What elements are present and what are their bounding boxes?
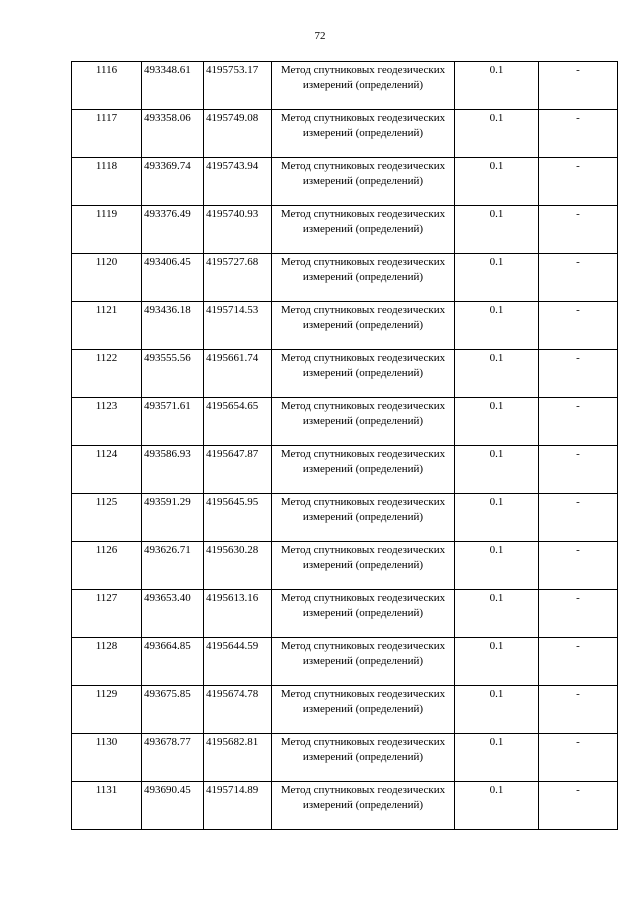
x-coordinate-cell: 493571.61	[142, 398, 204, 446]
method-cell: Метод спутниковых геодезических измерений (определений)	[272, 350, 455, 398]
point-number-cell: 1117	[72, 110, 142, 158]
point-number-cell: 1131	[72, 782, 142, 830]
point-number-cell: 1119	[72, 206, 142, 254]
y-coordinate-cell: 4195613.16	[204, 590, 272, 638]
y-coordinate-cell: 4195714.89	[204, 782, 272, 830]
accuracy-cell: 0.1	[455, 638, 539, 686]
method-cell: Метод спутниковых геодезических измерений (определений)	[272, 158, 455, 206]
accuracy-cell: 0.1	[455, 590, 539, 638]
y-coordinate-cell: 4195661.74	[204, 350, 272, 398]
accuracy-cell: 0.1	[455, 398, 539, 446]
x-coordinate-cell: 493690.45	[142, 782, 204, 830]
x-coordinate-cell: 493348.61	[142, 62, 204, 110]
accuracy-cell: 0.1	[455, 158, 539, 206]
note-cell: -	[539, 782, 618, 830]
note-cell: -	[539, 62, 618, 110]
y-coordinate-cell: 4195654.65	[204, 398, 272, 446]
table-body	[72, 62, 618, 830]
method-cell: Метод спутниковых геодезических измерений (определений)	[272, 734, 455, 782]
accuracy-cell: 0.1	[455, 494, 539, 542]
table-row	[72, 158, 618, 206]
table-row	[72, 686, 618, 734]
point-number-cell: 1116	[72, 62, 142, 110]
accuracy-cell: 0.1	[455, 350, 539, 398]
table-row	[72, 542, 618, 590]
x-coordinate-cell: 493369.74	[142, 158, 204, 206]
accuracy-cell: 0.1	[455, 254, 539, 302]
note-cell: -	[539, 158, 618, 206]
method-cell: Метод спутниковых геодезических измерений (определений)	[272, 638, 455, 686]
table-row	[72, 302, 618, 350]
note-cell: -	[539, 254, 618, 302]
y-coordinate-cell: 4195682.81	[204, 734, 272, 782]
page-number: 72	[314, 30, 326, 42]
y-coordinate-cell: 4195740.93	[204, 206, 272, 254]
accuracy-cell: 0.1	[455, 110, 539, 158]
note-cell: -	[539, 350, 618, 398]
table-row	[72, 350, 618, 398]
method-cell: Метод спутниковых геодезических измерений (определений)	[272, 110, 455, 158]
table-row	[72, 494, 618, 542]
method-cell: Метод спутниковых геодезических измерений (определений)	[272, 782, 455, 830]
point-number-cell: 1123	[72, 398, 142, 446]
y-coordinate-cell: 4195644.59	[204, 638, 272, 686]
x-coordinate-cell: 493626.71	[142, 542, 204, 590]
method-cell: Метод спутниковых геодезических измерений (определений)	[272, 206, 455, 254]
method-cell: Метод спутниковых геодезических измерений (определений)	[272, 590, 455, 638]
method-cell: Метод спутниковых геодезических измерений (определений)	[272, 542, 455, 590]
method-cell: Метод спутниковых геодезических измерений (определений)	[272, 62, 455, 110]
point-number-cell: 1118	[72, 158, 142, 206]
y-coordinate-cell: 4195714.53	[204, 302, 272, 350]
table-row	[72, 590, 618, 638]
table-row	[72, 110, 618, 158]
x-coordinate-cell: 493664.85	[142, 638, 204, 686]
note-cell: -	[539, 446, 618, 494]
accuracy-cell: 0.1	[455, 686, 539, 734]
accuracy-cell: 0.1	[455, 302, 539, 350]
table-row	[72, 734, 618, 782]
accuracy-cell: 0.1	[455, 542, 539, 590]
accuracy-cell: 0.1	[455, 782, 539, 830]
table-row	[72, 638, 618, 686]
note-cell: -	[539, 206, 618, 254]
point-number-cell: 1124	[72, 446, 142, 494]
method-cell: Метод спутниковых геодезических измерений (определений)	[272, 686, 455, 734]
point-number-cell: 1121	[72, 302, 142, 350]
accuracy-cell: 0.1	[455, 446, 539, 494]
point-number-cell: 1128	[72, 638, 142, 686]
y-coordinate-cell: 4195743.94	[204, 158, 272, 206]
coordinates-table	[71, 61, 618, 830]
y-coordinate-cell: 4195753.17	[204, 62, 272, 110]
point-number-cell: 1120	[72, 254, 142, 302]
y-coordinate-cell: 4195647.87	[204, 446, 272, 494]
point-number-cell: 1125	[72, 494, 142, 542]
x-coordinate-cell: 493586.93	[142, 446, 204, 494]
x-coordinate-cell: 493675.85	[142, 686, 204, 734]
y-coordinate-cell: 4195645.95	[204, 494, 272, 542]
table-row	[72, 398, 618, 446]
table-row	[72, 62, 618, 110]
accuracy-cell: 0.1	[455, 62, 539, 110]
note-cell: -	[539, 542, 618, 590]
x-coordinate-cell: 493376.49	[142, 206, 204, 254]
note-cell: -	[539, 494, 618, 542]
accuracy-cell: 0.1	[455, 734, 539, 782]
note-cell: -	[539, 590, 618, 638]
note-cell: -	[539, 398, 618, 446]
point-number-cell: 1129	[72, 686, 142, 734]
x-coordinate-cell: 493436.18	[142, 302, 204, 350]
table-row	[72, 782, 618, 830]
method-cell: Метод спутниковых геодезических измерений (определений)	[272, 398, 455, 446]
method-cell: Метод спутниковых геодезических измерений (определений)	[272, 302, 455, 350]
y-coordinate-cell: 4195727.68	[204, 254, 272, 302]
point-number-cell: 1127	[72, 590, 142, 638]
method-cell: Метод спутниковых геодезических измерений (определений)	[272, 254, 455, 302]
y-coordinate-cell: 4195749.08	[204, 110, 272, 158]
x-coordinate-cell: 493591.29	[142, 494, 204, 542]
table-row	[72, 206, 618, 254]
x-coordinate-cell: 493406.45	[142, 254, 204, 302]
note-cell: -	[539, 734, 618, 782]
note-cell: -	[539, 110, 618, 158]
point-number-cell: 1122	[72, 350, 142, 398]
note-cell: -	[539, 686, 618, 734]
x-coordinate-cell: 493358.06	[142, 110, 204, 158]
method-cell: Метод спутниковых геодезических измерений (определений)	[272, 446, 455, 494]
point-number-cell: 1130	[72, 734, 142, 782]
point-number-cell: 1126	[72, 542, 142, 590]
table-row	[72, 446, 618, 494]
method-cell: Метод спутниковых геодезических измерений (определений)	[272, 494, 455, 542]
x-coordinate-cell: 493653.40	[142, 590, 204, 638]
accuracy-cell: 0.1	[455, 206, 539, 254]
x-coordinate-cell: 493555.56	[142, 350, 204, 398]
y-coordinate-cell: 4195630.28	[204, 542, 272, 590]
note-cell: -	[539, 638, 618, 686]
note-cell: -	[539, 302, 618, 350]
x-coordinate-cell: 493678.77	[142, 734, 204, 782]
y-coordinate-cell: 4195674.78	[204, 686, 272, 734]
table-row	[72, 254, 618, 302]
